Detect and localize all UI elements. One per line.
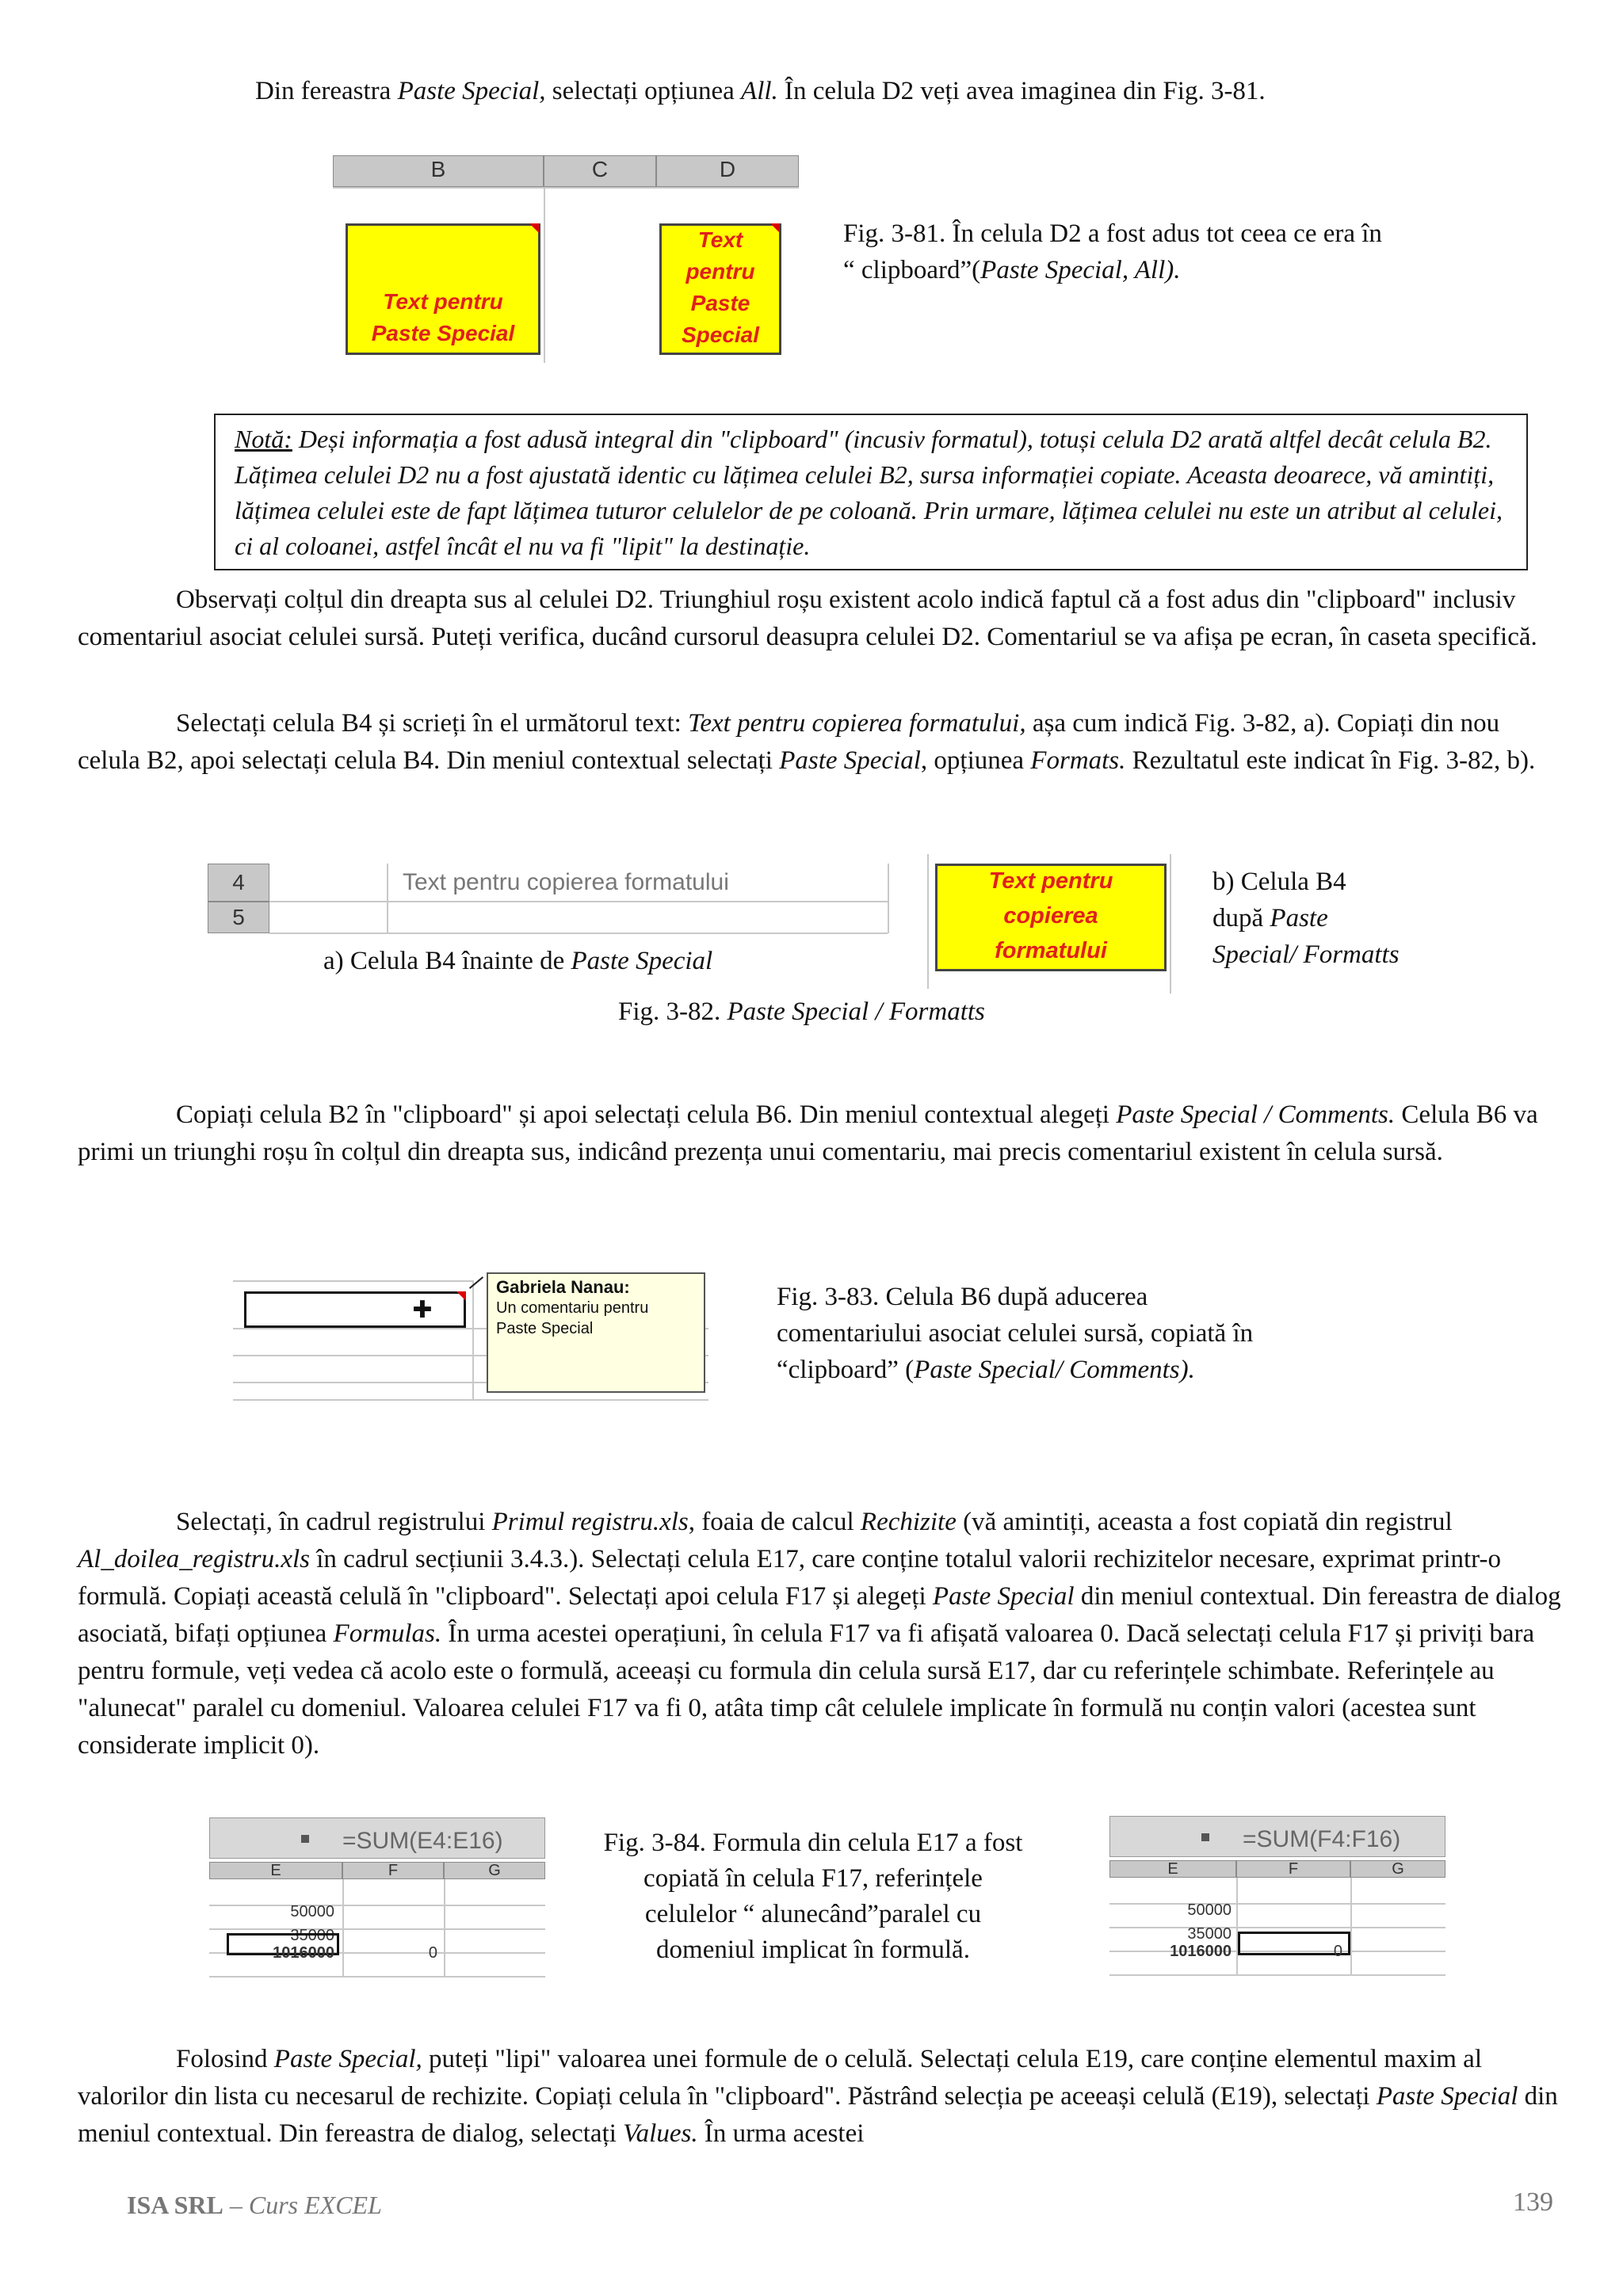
comment-indicator (456, 1291, 466, 1301)
footer-company: ISA SRL (127, 2191, 223, 2219)
cell-b2: Text pentru Paste Special (346, 223, 540, 355)
footer-brand: ISA SRL – Curs EXCEL (127, 2191, 382, 2219)
figure-3-84-left (209, 1817, 545, 1979)
cell-value: 35000 (1187, 1925, 1232, 1943)
column-header-f: F (1236, 1860, 1350, 1878)
comment-arrow (469, 1276, 483, 1289)
row-header-5: 5 (208, 902, 269, 933)
figure-3-82b (927, 854, 1179, 994)
formula-bar-marker (301, 1835, 309, 1843)
formula-bar: =SUM(F4:F16) (1243, 1826, 1401, 1852)
paragraph-5: Selectați, în cadrul registrului Primul registru.xls, foaia de calcul Rechizite (vă amintiți, aceasta a fost copiată din registrul Al_doilea_registru.xls în cadrul secțiunii 3.4.3.). Selectați celula E17, care conține totalul valorii rechizitelor necesare, exprimat printr-o formulă. Copiați această celulă în "clipboard". Selectați apoi celula F17 și alegeți Paste Special din meniul contextual. Din fereastra de dialog asociată, bifați opțiunea Formulas. În urma acestei operațiuni, în celula F17 va fi afișată valoarea 0. Dacă selectați celula F17 și priviți bara pentru formule, veți vedea că acolo este o formulă, aceeași cu formula din celula sursă E17, dar cu referințele schimbate. Referințele au "alunecat" paralel cu domeniul. Valoarea celulei F17 va fi 0, atâta timp cât celulele implicate în formulă nu conțin valori (acestea sunt considerate implicit 0). (78, 1508, 1561, 1760)
formula-bar: =SUM(E4:E16) (342, 1828, 503, 1854)
paragraph-3: Selectați celula B4 și scrieți în el următorul text: Text pentru copierea formatului, așa cum indică Fig. 3-82, a). Copiați din nou celula B2, apoi selectați celula B4. Din meniul contextual selectați Paste Special, opțiunea Formats. Rezultatul este indicat în Fig. 3-82, b). (78, 709, 1536, 775)
text-italic: All. (741, 77, 778, 105)
comment-indicator (529, 223, 539, 233)
text: selectați opțiunea (545, 77, 742, 105)
figure-3-83-caption: Fig. 3-83. Celula B6 după aducerea comentariului asociat celulei sursă, copiată în “clipboard” (Paste Special/ Comments). (777, 1283, 1254, 1384)
note-text: Deși informația a fost adusă integral din "clipboard" (incusiv formatul), totuși celula D2 arată altfel decât celula B2. Lățimea celulei D2 nu a fost ajustată identic cu lățimea celulei B2, sursa informației copiate. Aceasta deoarece, vă amintiți, lățimea celulei este de fapt lățimea tuturor celulelor de pe coloană. Prin urmare, lățimea celulei nu este un atribut al celulei, ci al coloanei, astfel încât el nu va fi "lipit" la destinație. (235, 425, 1503, 560)
cell-value: 0 (428, 1944, 437, 1962)
cell-value: 50000 (1187, 1901, 1232, 1919)
text-italic: Paste Special, (397, 77, 546, 105)
figure-3-81 (333, 155, 800, 363)
figure-3-82-caption: Fig. 3-82. Paste Special / Formatts (618, 997, 985, 1026)
cell-value: 0 (1333, 1943, 1342, 1960)
cell-value: 1016000 (273, 1944, 334, 1962)
paragraph-4: Copiați celula B2 în "clipboard" și apoi selectați celula B6. Din meniul contextual alegeți Paste Special / Comments. Celula B6 va primi un triunghi roșu în colțul din dreapta sus, indicând prezența unui comentariu, mai precis comentariul existent în celula sursă. (78, 1100, 1538, 1166)
figure-3-84-right (1109, 1816, 1445, 1978)
row-header-4: 4 (208, 864, 269, 902)
formula-bar-marker (1201, 1833, 1209, 1841)
column-header-d: D (656, 155, 799, 187)
text: Din fereastra (255, 77, 398, 105)
note-box (214, 414, 1528, 570)
column-header-f: F (342, 1862, 444, 1879)
cell-d2: Text pentru Paste Special (659, 223, 781, 355)
cell-value: 50000 (290, 1903, 334, 1920)
note-label: Notă: (235, 425, 292, 453)
figure-3-83 (233, 1264, 708, 1407)
cell-value: 35000 (290, 1927, 334, 1944)
cell-value: 1016000 (1170, 1943, 1232, 1960)
cursor-plus-icon: ✚ (412, 1296, 433, 1324)
cell-b4-formatted: Text pentru copierea formatului (935, 864, 1167, 971)
figure-3-82a (208, 864, 891, 940)
column-header-c: C (544, 155, 656, 187)
page-number: 139 (1513, 2187, 1553, 2217)
column-header-g: G (1350, 1860, 1445, 1878)
column-header-g: G (444, 1862, 545, 1879)
paragraph-1 (78, 73, 1568, 110)
footer-course: Curs EXCEL (248, 2191, 382, 2219)
figure-3-82b-caption: b) Celula B4 după Paste Special/ Formatts (1212, 868, 1400, 969)
comment-box (487, 1272, 705, 1393)
paragraph-2: Observați colțul din dreapta sus al celulei D2. Triunghiul roșu existent acolo indică faptul că a fost adus din "clipboard" inclusiv comentariul asociat celulei sursă. Puteți verifica, ducând cursorul deasupra celulei D2. Comentariul se va afișa pe ecran, în caseta specifică. (78, 585, 1537, 651)
comment-author: Gabriela Nanau: (496, 1277, 630, 1297)
cell-b4-text: Text pentru copierea formatului (403, 869, 729, 895)
comment-text: Paste Special (496, 1320, 594, 1337)
text: În celula D2 veți avea imaginea din Fig. 3-81. (777, 77, 1266, 105)
figure-3-84-caption: Fig. 3-84. Formula din celula E17 a fost copiată în celula F17, referințele celulelor “ alunecând”paralel cu domeniul implicat în formulă. (603, 1829, 1023, 1964)
comment-indicator (770, 223, 780, 233)
comment-text: Un comentariu pentru (496, 1299, 649, 1317)
column-header-e: E (209, 1862, 342, 1879)
column-header-b: B (333, 155, 544, 187)
paragraph-6: Folosind Paste Special, puteți "lipi" valoarea unei formule de o celulă. Selectați celula E19, care conține elementul maxim al valorilor din lista cu necesarul de rechizite. Copiați celula în "clipboard". Păstrând selecția pe aceeași celulă (E19), selectați Paste Special din meniul contextual. Din fereastra de dialog, selectați Values. În urma acestei (78, 2045, 1558, 2148)
figure-3-82a-caption: a) Celula B4 înainte de Paste Special (323, 947, 713, 975)
figure-3-81-caption: Fig. 3-81. În celula D2 a fost adus tot ceea ce era în “ clipboard”(Paste Special, All). (843, 219, 1382, 284)
column-header-e: E (1109, 1860, 1236, 1878)
